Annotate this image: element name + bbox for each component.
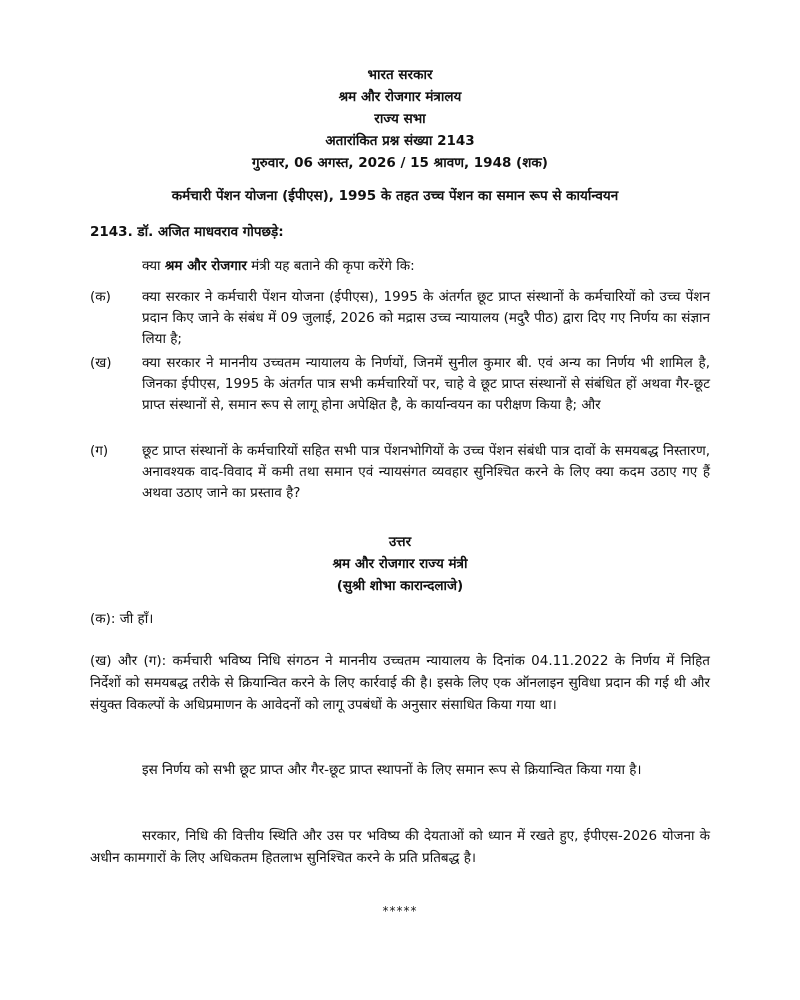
intro-ministry: श्रम और रोजगार <box>164 258 247 274</box>
part-text: क्या सरकार ने कर्मचारी पेंशन योजना (ईपीएस), 1995 के अंतर्गत छूट प्राप्त संस्थानों के कर्मचारियों को उच्च पेंशन प्रदान किए जाने के संबंध में 09 जुलाई, 2026 को मद्रास उच्च न्यायालय (मदुरै पीठ) द्वारा दिए गए निर्णय का संज्ञान लिया है; <box>142 289 710 347</box>
house-name: राज्य सभा <box>374 111 426 127</box>
question-date: गुरुवार, 06 अगस्त, 2026 / 15 श्रावण, 1948 (शक) <box>252 155 548 171</box>
answer-heading: उत्तर <box>388 534 412 550</box>
question-intro <box>142 256 415 274</box>
part-label: (ग) <box>90 443 109 459</box>
ministry-name: श्रम और रोजगार मंत्रालय <box>338 89 462 105</box>
minister-name: (सुश्री शोभा कारान्दलाजे) <box>336 578 464 594</box>
intro-prefix: क्या <box>142 258 165 274</box>
question-subject: कर्मचारी पेंशन योजना (ईपीएस), 1995 के तहत उच्च पेंशन का समान रूप से कार्यान्वयन <box>171 188 619 204</box>
answer-header <box>0 531 800 597</box>
intro-suffix: मंत्री यह बताने की कृपा करेंगे कि: <box>246 258 415 274</box>
minister-title: श्रम और रोजगार राज्य मंत्री <box>332 556 468 572</box>
part-text: छूट प्राप्त संस्थानों के कर्मचारियों सहित सभी पात्र पेंशनभोगियों के उच्च पेंशन संबंधी पात्र दावों के समयबद्ध निस्तारण, अनावश्यक वाद-विवाद में कमी तथा समान एवं न्यायसंगत व्यवहार सुनिश्चित करने के लिए क्या कदम उठाए गए हैं अथवा उठाए जाने का प्रस्ताव है? <box>142 443 710 501</box>
part-text: क्या सरकार ने माननीय उच्चतम न्यायालय के निर्णयों, जिनमें सुनील कुमार बी. एवं अन्य का निर्णय भी शामिल है, जिनका ईपीएस, 1995 के अंतर्गत पात्र सभी कर्मचारियों पर, चाहे वे छूट प्राप्त संस्थानों से संबंधित हों अथवा गैर-छूट प्राप्त संस्थानों से, समान रूप से लागू होना अपेक्षित है, के कार्यान्वयन का परीक्षण किया है; और <box>142 355 710 413</box>
part-label: (क) <box>90 289 111 305</box>
question-type: अतारांकित प्रश्न संख्या 2143 <box>325 133 475 149</box>
document-header <box>0 64 800 174</box>
reply-commitment-paragraph: सरकार, निधि की वित्तीय स्थिति और उस पर भविष्य की देयताओं को ध्यान में रखते हुए, ईपीएस-2026 योजना के अधीन कामगारों के लिए अधिकतम हितलाभ सुनिश्चित करने के प्रति प्रतिबद्ध है। <box>90 828 710 866</box>
government-name: भारत सरकार <box>367 67 433 83</box>
end-marker: ***** <box>382 904 418 918</box>
part-label: (ख) <box>90 355 112 371</box>
question-number-member: 2143. डॉ. अजित माधवराव गोपछड़े: <box>90 224 284 240</box>
reply-uniform-paragraph: इस निर्णय को सभी छूट प्राप्त और गैर-छूट प्राप्त स्थापनों के लिए समान रूप से क्रियान्वित किया गया है। <box>142 762 642 778</box>
reply-part-ka: (क): जी हाँ। <box>90 611 154 627</box>
reply-part-kha-ga: (ख) और (ग): कर्मचारी भविष्य निधि संगठन ने माननीय उच्चतम न्यायालय के दिनांक 04.11.2022 के निर्णय में निहित निर्देशों को समयबद्ध तरीके से क्रियान्वित करने के लिए कार्रवाई की है। इसके लिए एक ऑनलाइन सुविधा प्रदान की गई थी और संयुक्त विकल्पों के अधिप्रमाणन के आवेदनों को लागू उपबंधों के अनुसार संसाधित किया गया था। <box>90 653 710 713</box>
